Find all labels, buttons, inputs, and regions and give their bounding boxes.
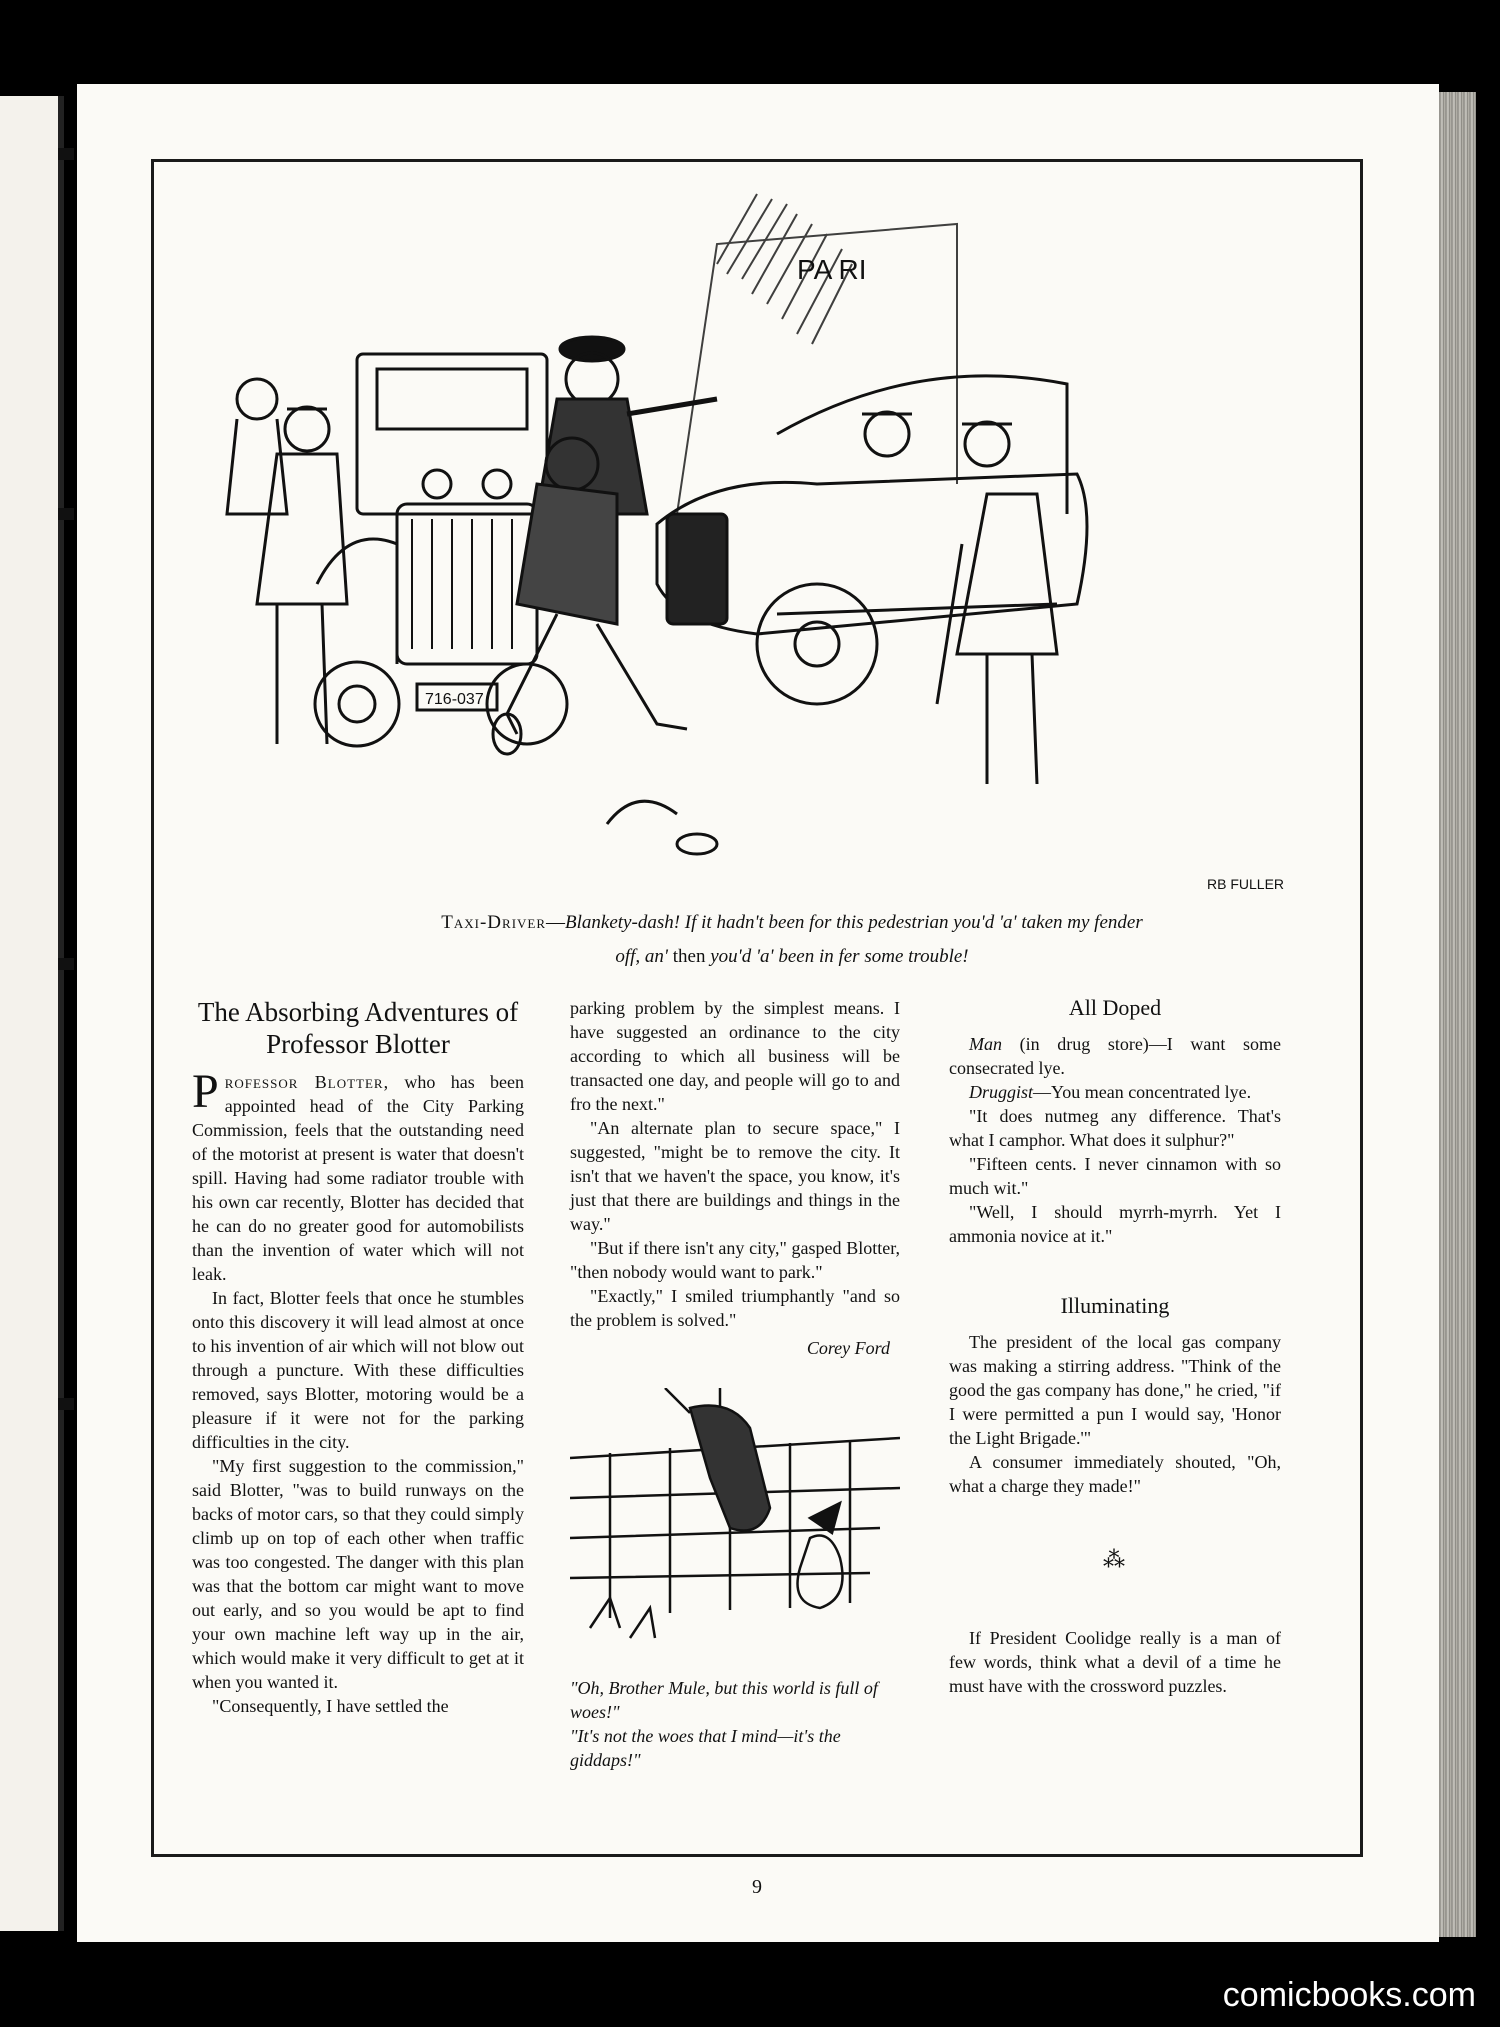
mule-caption-line: "Oh, Brother Mule, but this world is full of woes!" [570,1678,878,1722]
taxi-cartoon-caption [267,906,1317,974]
lead-rest: who has been appointed head of the City Parking Commission, feels that the outstanding need of the motorist at present is water that doesn't spill. Having had some radiator trouble with his own car recently, Blotter has decided that he can do no greater good for automobilists than the invention of water which will not leak. [192,1072,524,1284]
drop-cap: P [192,1065,219,1118]
article-paragraph: "An alternate plan to secure space," I suggested, "might be to remove the city. It isn't that we haven't the space, you know, it's just that there are buildings and things in the way." [570,1118,900,1234]
column-2 [570,996,900,1772]
article-title: The Absorbing Adventures of Professor Blotter [197,997,519,1059]
byline: Corey Ford [806,1338,890,1358]
bystanders-left [227,379,347,744]
caption-speaker: Taxi-Driver [441,912,547,933]
caption-dash: — [546,912,566,933]
section-title-illuminating: Illuminating [1060,1293,1170,1318]
coolidge-joke: If President Coolidge really is a man of few words, think what a devil of a time he must have with the crossword puzzles. [949,1628,1281,1696]
taxi-cartoon [197,184,1357,914]
license-plate-text: 716-037 [425,691,484,708]
bystander-right [937,494,1057,784]
mule-cartoon [570,1388,900,1658]
article-paragraph: "Consequently, I have settled the [212,1696,449,1716]
speaker-druggist: Druggist [969,1082,1034,1102]
mule-cartoon-caption [570,1676,900,1772]
car-passengers [862,412,1012,466]
article-paragraph: "But if there isn't any city," gasped Blotter, "then nobody would want to park." [570,1238,900,1282]
article-paragraph: parking problem by the simplest means. I have suggested an ordinance to the city according to which all business will be transacted one day, and people will go to and fro the next." [570,998,900,1114]
left-page-edge [0,96,64,1931]
dialogue-text: —You mean concentrated lye. [1033,1082,1252,1102]
article-paragraph: "Exactly," I smiled triumphantly "and so the problem is solved." [570,1286,900,1330]
separator-ornament: ⁂ [1103,1547,1127,1572]
dialogue-line: "Well, I should myrrh-myrrh. Yet I ammonia novice at it." [949,1202,1281,1246]
dialogue-line: "Fifteen cents. I never cinnamon with so much wit." [949,1154,1281,1198]
section-title-all-doped: All Doped [1068,995,1162,1020]
article-paragraph [192,1065,524,1286]
joke-paragraph: A consumer immediately shouted, "Oh, what a charge they made!" [949,1452,1281,1496]
dialogue-line [949,1080,1281,1104]
page-number: 9 [752,1876,762,1898]
artist-signature: RB FULLER [1207,876,1285,892]
article-paragraph: In fact, Blotter feels that once he stumbles onto this discovery it will lead almost at once to his invention of air which will not blow out through a puncture. With these difficulties removed, says Blotter, motoring would be a pleasure if it were not for the parking difficulties in the city. [192,1288,524,1452]
road-debris [607,801,717,854]
caption-line-2d: you'd 'a' been in fer some trouble! [705,946,969,967]
mule-caption-line: "It's not the woes that I mind—it's the giddaps!" [570,1726,841,1770]
spine [58,96,64,1931]
binding-mark [58,958,74,970]
caption-line-2c: then [672,946,706,967]
binding-mark [58,508,74,520]
watermark: comicbooks.com [1222,1976,1476,2014]
dialogue-text: (in drug store)—I want some consecrated lye. [949,1034,1281,1078]
magazine-page [77,84,1439,1942]
joke-paragraph: The president of the local gas company was making a stirring address. "Think of the good the gas company has done," he cried, "if I were permitted a pun I would say, 'Honor the Light Brigade.'" [949,1332,1281,1448]
speaker-man: Man [969,1034,1002,1054]
caption-line-2b: an' [640,946,673,967]
dialogue-line: "It does nutmeg any difference. That's what I camphor. What does it sulphur?" [949,1106,1281,1150]
lead-in: rofessor Blotter, [224,1072,390,1092]
caption-line-2a: off, [615,946,641,967]
caption-line-1: Blankety-dash! If it hadn't been for this pedestrian you'd 'a' taken my fender [565,912,1143,933]
column-3 [949,996,1281,1698]
column-1 [192,996,524,1718]
binding-mark [58,148,74,160]
binding-mark [58,1398,74,1410]
article-paragraph: "My first suggestion to the commission," said Blotter, "was to build runways on the backs of motor cars, so that they could simply climb up on top of each other when traffic was too congested. The danger with this plan was that the bottom car might want to move out early, and so you would be apt to find your own machine left way up in the air, which would make it very difficult to get at it when you wanted it. [192,1456,524,1692]
dialogue-line [949,1032,1281,1080]
shop-sign-text: PA RI [797,254,867,285]
